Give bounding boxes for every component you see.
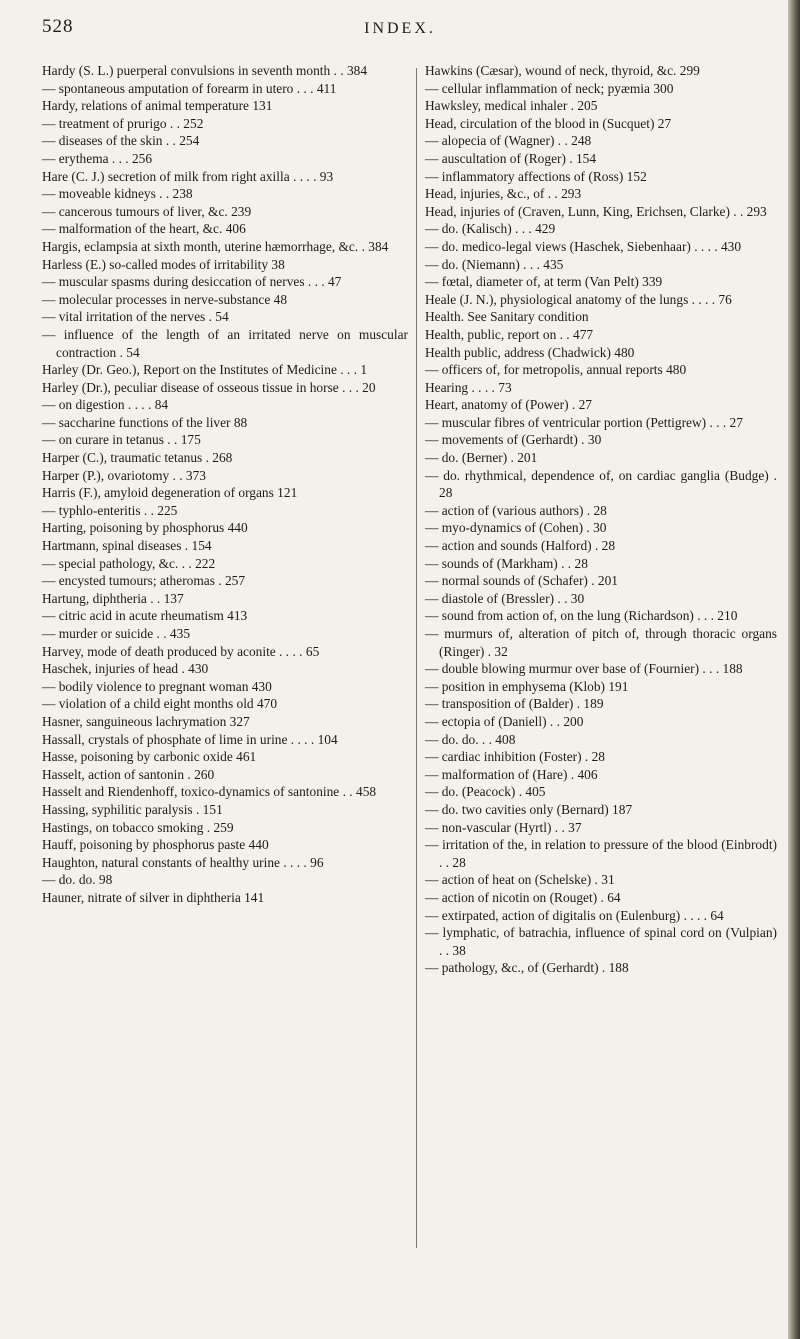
index-entry: Health public, address (Chadwick) 480 — [425, 344, 635, 360]
running-title: INDEX. — [364, 20, 436, 37]
index-entry: Harper (C.), traumatic tetanus . 268 — [42, 450, 233, 466]
index-entry: — alopecia of (Wagner) . . 248 — [425, 133, 592, 149]
index-entry: — do. (Niemann) . . . 435 — [425, 256, 564, 272]
index-entry: Head, injuries, &c., of . . 293 — [425, 186, 582, 202]
left-column — [42, 62, 408, 907]
index-entry: Harley (Dr. Geo.), Report on the Institutes of Medicine . . . 1 — [42, 362, 368, 378]
index-entry: — malformation of the heart, &c. 406 — [42, 221, 246, 237]
index-entry: — do. rhythmical, dependence of, on cardiac ganglia (Budge) . 28 — [425, 467, 777, 501]
index-entry: Harting, poisoning by phosphorus 440 — [42, 520, 248, 536]
index-entry: — do. medico-legal views (Haschek, Siebenhaar) . . . . 430 — [425, 238, 742, 254]
index-entry: — sounds of (Markham) . . 28 — [425, 555, 588, 571]
index-entry: Hasselt, action of santonin . 260 — [42, 766, 215, 782]
index-entry: — auscultation of (Roger) . 154 — [425, 150, 597, 166]
index-entry: — sound from action of, on the lung (Richardson) . . . 210 — [425, 608, 738, 624]
index-entry: — inflammatory affections of (Ross) 152 — [425, 168, 647, 184]
index-entry: Hasse, poisoning by carbonic oxide 461 — [42, 749, 257, 765]
index-entry: — diseases of the skin . . 254 — [42, 133, 200, 149]
index-entry: — position in emphysema (Klob) 191 — [425, 678, 629, 694]
index-entry: — molecular processes in nerve-substance 48 — [42, 291, 288, 307]
index-entry: Harley (Dr.), peculiar disease of osseous tissue in horse . . . 20 — [42, 379, 376, 395]
index-entry: Hawkins (Cæsar), wound of neck, thyroid, &c. 299 — [425, 63, 700, 78]
index-entry: — do. two cavities only (Bernard) 187 — [425, 801, 633, 817]
index-entry: — do. (Berner) . 201 — [425, 450, 538, 466]
index-entry: Hasselt and Riendenhoff, toxico-dynamics of santonine . . 458 — [42, 784, 377, 800]
index-entry: Hardy, relations of animal temperature 131 — [42, 98, 273, 114]
index-entry: — cancerous tumours of liver, &c. 239 — [42, 203, 252, 219]
index-entry: — lymphatic, of batrachia, influence of spinal cord on (Vulpian) . . 38 — [425, 925, 777, 958]
index-entry: Harvey, mode of death produced by aconite . . . . 65 — [42, 643, 320, 659]
index-entry: — do. do. 98 — [42, 872, 113, 888]
column-divider — [416, 68, 417, 1248]
index-entry: — murder or suicide . . 435 — [42, 626, 191, 641]
index-entry: — typhlo-enteritis . . 225 — [42, 502, 178, 518]
index-entry: — treatment of prurigo . . 252 — [42, 115, 204, 131]
index-entry: — movements of (Gerhardt) . 30 — [425, 432, 602, 448]
index-entry: Health. See Sanitary condition — [425, 309, 589, 325]
index-entry: — double blowing murmur over base of (Fournier) . . . 188 — [425, 661, 743, 677]
index-entry: — pathology, &c., of (Gerhardt) . 188 — [425, 960, 629, 976]
index-entry: Heale (J. N.), physiological anatomy of the lungs . . . . 76 — [425, 291, 732, 307]
index-entry: Hauff, poisoning by phosphorus paste 440 — [42, 837, 269, 853]
index-entry: — do. do. . . 408 — [425, 731, 516, 747]
index-entry: — vital irritation of the nerves . 54 — [42, 309, 229, 325]
page-number: 528 — [42, 16, 74, 37]
index-entry: — cellular inflammation of neck; pyæmia 300 — [425, 80, 674, 96]
index-entry: — action and sounds (Halford) . 28 — [425, 538, 616, 554]
index-entry: — muscular spasms during desiccation of nerves . . . 47 — [42, 274, 342, 290]
index-entry: — ectopia of (Daniell) . . 200 — [425, 713, 584, 729]
page-edge-shadow — [788, 0, 800, 1339]
right-column — [425, 62, 777, 977]
index-entry: — transposition of (Balder) . 189 — [425, 696, 604, 712]
index-entry: — moveable kidneys . . 238 — [42, 186, 193, 202]
index-entry: Hastings, on tobacco smoking . 259 — [42, 819, 234, 835]
index-entry: — normal sounds of (Schafer) . 201 — [425, 573, 619, 589]
index-entry: Head, circulation of the blood in (Sucquet) 27 — [425, 115, 672, 131]
index-entry: Harper (P.), ovariotomy . . 373 — [42, 467, 207, 483]
index-entry: — cardiac inhibition (Foster) . 28 — [425, 749, 605, 765]
index-entry: — do. (Peacock) . 405 — [425, 784, 546, 800]
index-entry: — murmurs of, alteration of pitch of, through thoracic organs (Ringer) . 32 — [425, 626, 777, 659]
index-entry: Hartung, diphtheria . . 137 — [42, 590, 184, 606]
index-entry: Hardy (S. L.) puerperal convulsions in seventh month . . 384 — [42, 63, 368, 78]
index-entry: Hargis, eclampsia at sixth month, uterine hæmorrhage, &c. . 384 — [42, 238, 389, 254]
index-entry: Health, public, report on . . 477 — [425, 326, 594, 342]
index-entry: Hassall, crystals of phosphate of lime in urine . . . . 104 — [42, 731, 338, 747]
index-entry: Hare (C. J.) secretion of milk from right axilla . . . . 93 — [42, 168, 334, 184]
index-entry: — citric acid in acute rheumatism 413 — [42, 608, 248, 624]
index-entry: — officers of, for metropolis, annual reports 480 — [425, 362, 687, 378]
index-entry: Harris (F.), amyloid degeneration of organs 121 — [42, 485, 298, 501]
index-entry: Hawksley, medical inhaler . 205 — [425, 98, 598, 114]
index-entry: — spontaneous amputation of forearm in utero . . . 411 — [42, 80, 337, 96]
index-entry: — violation of a child eight months old 470 — [42, 696, 278, 712]
index-entry: — do. (Kalisch) . . . 429 — [425, 221, 556, 237]
index-entry: Harless (E.) so-called modes of irritability 38 — [42, 256, 285, 272]
index-entry: Hassing, syphilitic paralysis . 151 — [42, 801, 223, 817]
index-entry: — non-vascular (Hyrtl) . . 37 — [425, 819, 582, 835]
index-entry: — influence of the length of an irritated nerve on muscular contraction . 54 — [42, 326, 408, 360]
index-entry: — diastole of (Bressler) . . 30 — [425, 590, 585, 606]
index-entry: — on curare in tetanus . . 175 — [42, 432, 201, 448]
index-entry: Hearing . . . . 73 — [425, 379, 512, 395]
index-entry: — bodily violence to pregnant woman 430 — [42, 678, 272, 694]
index-entry: — on digestion . . . . 84 — [42, 397, 169, 413]
index-entry: — myo-dynamics of (Cohen) . 30 — [425, 520, 607, 536]
index-entry: — muscular fibres of ventricular portion (Pettigrew) . . . 27 — [425, 414, 743, 430]
index-entry: — special pathology, &c. . . 222 — [42, 555, 216, 571]
index-entry: Haschek, injuries of head . 430 — [42, 661, 209, 677]
index-entry: Heart, anatomy of (Power) . 27 — [425, 397, 592, 413]
index-entry: Hauner, nitrate of silver in diphtheria 141 — [42, 889, 265, 905]
index-entry: — extirpated, action of digitalis on (Eulenburg) . . . . 64 — [425, 907, 724, 923]
index-entry: Haughton, natural constants of healthy urine . . . . 96 — [42, 854, 324, 870]
index-entry: Head, injuries of (Craven, Lunn, King, Erichsen, Clarke) . . 293 — [425, 203, 767, 219]
index-entry: Hasner, sanguineous lachrymation 327 — [42, 713, 250, 729]
index-entry: — irritation of the, in relation to pressure of the blood (Einbrodt) . . 28 — [425, 837, 777, 870]
index-entry: — erythema . . . 256 — [42, 150, 153, 166]
index-entry: — action of nicotin on (Rouget) . 64 — [425, 889, 621, 905]
index-entry: — saccharine functions of the liver 88 — [42, 414, 248, 430]
page-header — [0, 14, 800, 54]
index-entry: — action of heat on (Schelske) . 31 — [425, 872, 615, 888]
index-entry: Hartmann, spinal diseases . 154 — [42, 538, 212, 554]
index-entry: — action of (various authors) . 28 — [425, 502, 607, 518]
index-entry: — malformation of (Hare) . 406 — [425, 766, 598, 782]
index-entry: — encysted tumours; atheromas . 257 — [42, 573, 246, 589]
index-entry: — fœtal, diameter of, at term (Van Pelt) 339 — [425, 274, 663, 290]
